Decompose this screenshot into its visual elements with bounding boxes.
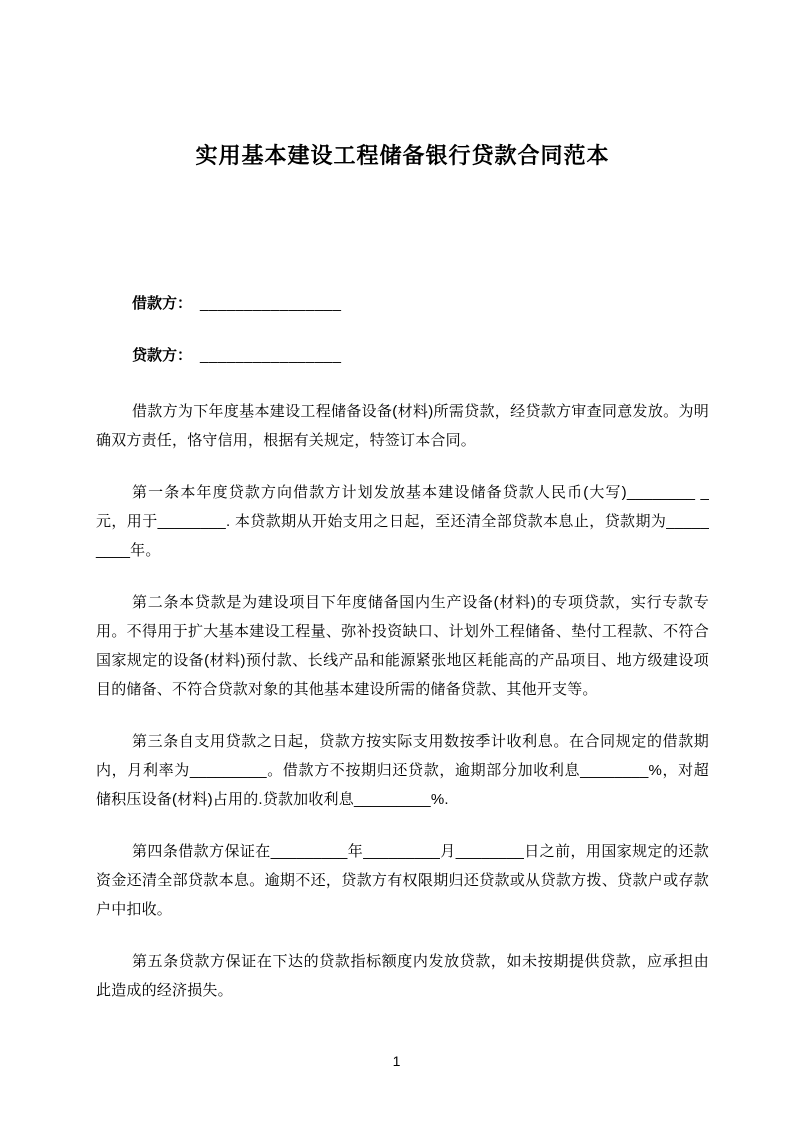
contract-clause-1: 第一条本年度贷款方向借款方计划发放基本建设储备贷款人民币(大写)________ _元，用于________. 本贷款期从开始支用之日起，至还清全部贷款本息止，贷款期为_________年。 xyxy=(96,484,709,559)
borrower-field-line xyxy=(96,293,709,315)
contract-clause-3: 第三条自支用贷款之日起，贷款方按实际支用数按季计收利息。在合同规定的借款期内，月利率为_________。借款方不按期归还贷款，逾期部分加收利息________%，对超储积压设备(材料)占用的.贷款加收利息_________%. xyxy=(96,733,709,808)
lender-label: 贷款方： xyxy=(132,347,193,364)
borrower-label: 借款方： xyxy=(132,295,193,312)
page-number: 1 xyxy=(392,1053,401,1069)
contract-clause-5: 第五条贷款方保证在下达的贷款指标额度内发放贷款，如未按期提供贷款，应承担由此造成的经济损失。 xyxy=(96,953,709,999)
party-fields xyxy=(96,293,709,367)
lender-blank-line: ________________ xyxy=(200,347,342,364)
document-title: 实用基本建设工程储备银行贷款合同范本 xyxy=(195,143,610,168)
contract-preamble: 借款方为下年度基本建设工程储备设备(材料)所需贷款，经贷款方审查同意发放。为明确双方责任，恪守信用，根据有关规定，特签订本合同。 xyxy=(96,403,709,449)
contract-clause-2: 第二条本贷款是为建设项目下年度储备国内生产设备(材料)的专项贷款，实行专款专用。不得用于扩大基本建设工程量、弥补投资缺口、计划外工程储备、垫付工程款、不符合国家规定的设备(材料)预付款、长线产品和能源紧张地区耗能高的产品项目、地方级建设项目的储备、不符合贷款对象的其他基本建设所需的储备贷款、其他开支等。 xyxy=(96,594,709,698)
contract-clause-4: 第四条借款方保证在_________年_________月________日之前，用国家规定的还款资金还清全部贷款本息。逾期不还，贷款方有权限期归还贷款或从贷款方拨、贷款户或存款户中扣收。 xyxy=(96,843,709,918)
lender-field-line xyxy=(96,345,709,367)
contract-body xyxy=(96,397,709,1005)
borrower-blank-line: ________________ xyxy=(200,295,342,312)
